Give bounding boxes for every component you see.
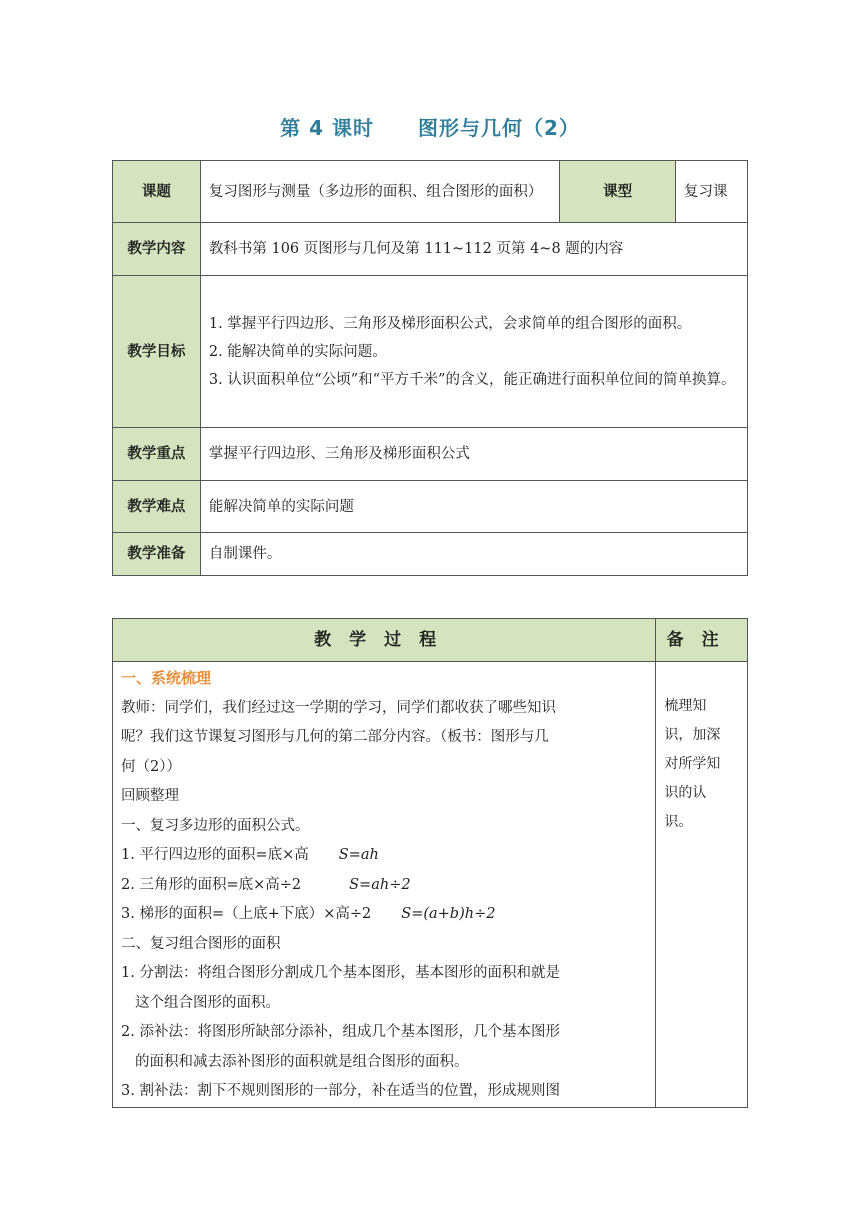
formula-line: [121, 900, 647, 930]
formula-symbol: S=(a+b)h÷2: [401, 906, 496, 922]
teacher-line: 呢？我们这节课复习图形与几何的第二部分内容。（板书：图形与几: [121, 729, 549, 745]
teacher-line: 何（2））: [121, 758, 181, 775]
lesson-number: 第 4 课时: [280, 116, 374, 140]
remark-line: 识。: [664, 814, 693, 830]
remark-body: [656, 662, 748, 1108]
remark-line: 梳理知: [664, 698, 707, 714]
lesson-info-table: [112, 160, 748, 576]
key-label: 教学重点: [113, 428, 201, 481]
process-body: [113, 662, 656, 1108]
method-line: 的面积和减去添补图形的面积就是组合图形的面积。: [135, 1053, 469, 1070]
difficulty-value: 能解决简单的实际问题: [200, 481, 747, 533]
subheading: 二、复习组合图形的面积: [121, 935, 281, 952]
goals-list: [200, 276, 747, 428]
method-line: 1. 分割法：将组合图形分割成几个基本图形，基本图形的面积和就是: [121, 965, 560, 981]
method-line: 3. 割补法：割下不规则图形的一部分，补在适当的位置，形成规则图: [121, 1083, 560, 1099]
formula-text: 2. 三角形的面积=底×高÷2: [121, 876, 302, 893]
type-label: 课型: [560, 161, 676, 223]
course-label: 课题: [113, 161, 201, 223]
goal-item: 1. 掌握平行四边形、三角形及梯形面积公式，会求简单的组合图形的面积。: [208, 315, 692, 332]
method-line: 2. 添补法：将图形所缺部分添补，组成几个基本图形，几个基本图形: [121, 1024, 560, 1040]
page-title: [0, 112, 860, 141]
formula-text: 1. 平行四边形的面积=底×高: [121, 847, 309, 863]
formula-line: [121, 871, 647, 901]
process-header: 教学过程: [113, 619, 656, 662]
prep-value: 自制课件。: [200, 533, 747, 576]
formula-line: [121, 841, 647, 871]
key-value: 掌握平行四边形、三角形及梯形面积公式: [200, 428, 747, 481]
teaching-process-table: [112, 618, 748, 1108]
goals-label: 教学目标: [113, 276, 201, 428]
prep-label: 教学准备: [113, 533, 201, 576]
formula-text: 3. 梯形的面积=（上底+下底）×高÷2: [121, 906, 372, 922]
content-label: 教学内容: [113, 223, 201, 276]
subheading: 一、复习多边形的面积公式。: [121, 817, 310, 834]
goal-item: 3. 认识面积单位“公顷”和“平方千米”的含义，能正确进行面积单位间的简单换算。: [208, 371, 736, 388]
lesson-topic: 图形与几何（2）: [417, 116, 580, 140]
method-line: 这个组合图形的面积。: [135, 994, 280, 1011]
teacher-line: 教师：同学们，我们经过这一学期的学习，同学们都收获了哪些知识: [121, 699, 556, 716]
course-value: 复习图形与测量（多边形的面积、组合图形的面积）: [200, 161, 559, 223]
formula-symbol: S=ah÷2: [349, 876, 411, 893]
review-heading: 回顾整理: [121, 788, 179, 804]
remark-line: 对所学知: [664, 756, 721, 772]
remark-line: 识的认: [664, 785, 707, 801]
content-value: 教科书第 106 页图形与几何及第 111~112 页第 4~8 题的内容: [200, 223, 747, 276]
type-value: 复习课: [676, 161, 748, 223]
difficulty-label: 教学难点: [113, 481, 201, 533]
section-title: 一、系统梳理: [121, 669, 212, 687]
remark-header: 备注: [656, 619, 748, 662]
remark-line: 识，加深: [664, 727, 721, 743]
formula-symbol: S=ah: [338, 847, 379, 863]
goal-item: 2. 能解决简单的实际问题。: [208, 343, 387, 360]
